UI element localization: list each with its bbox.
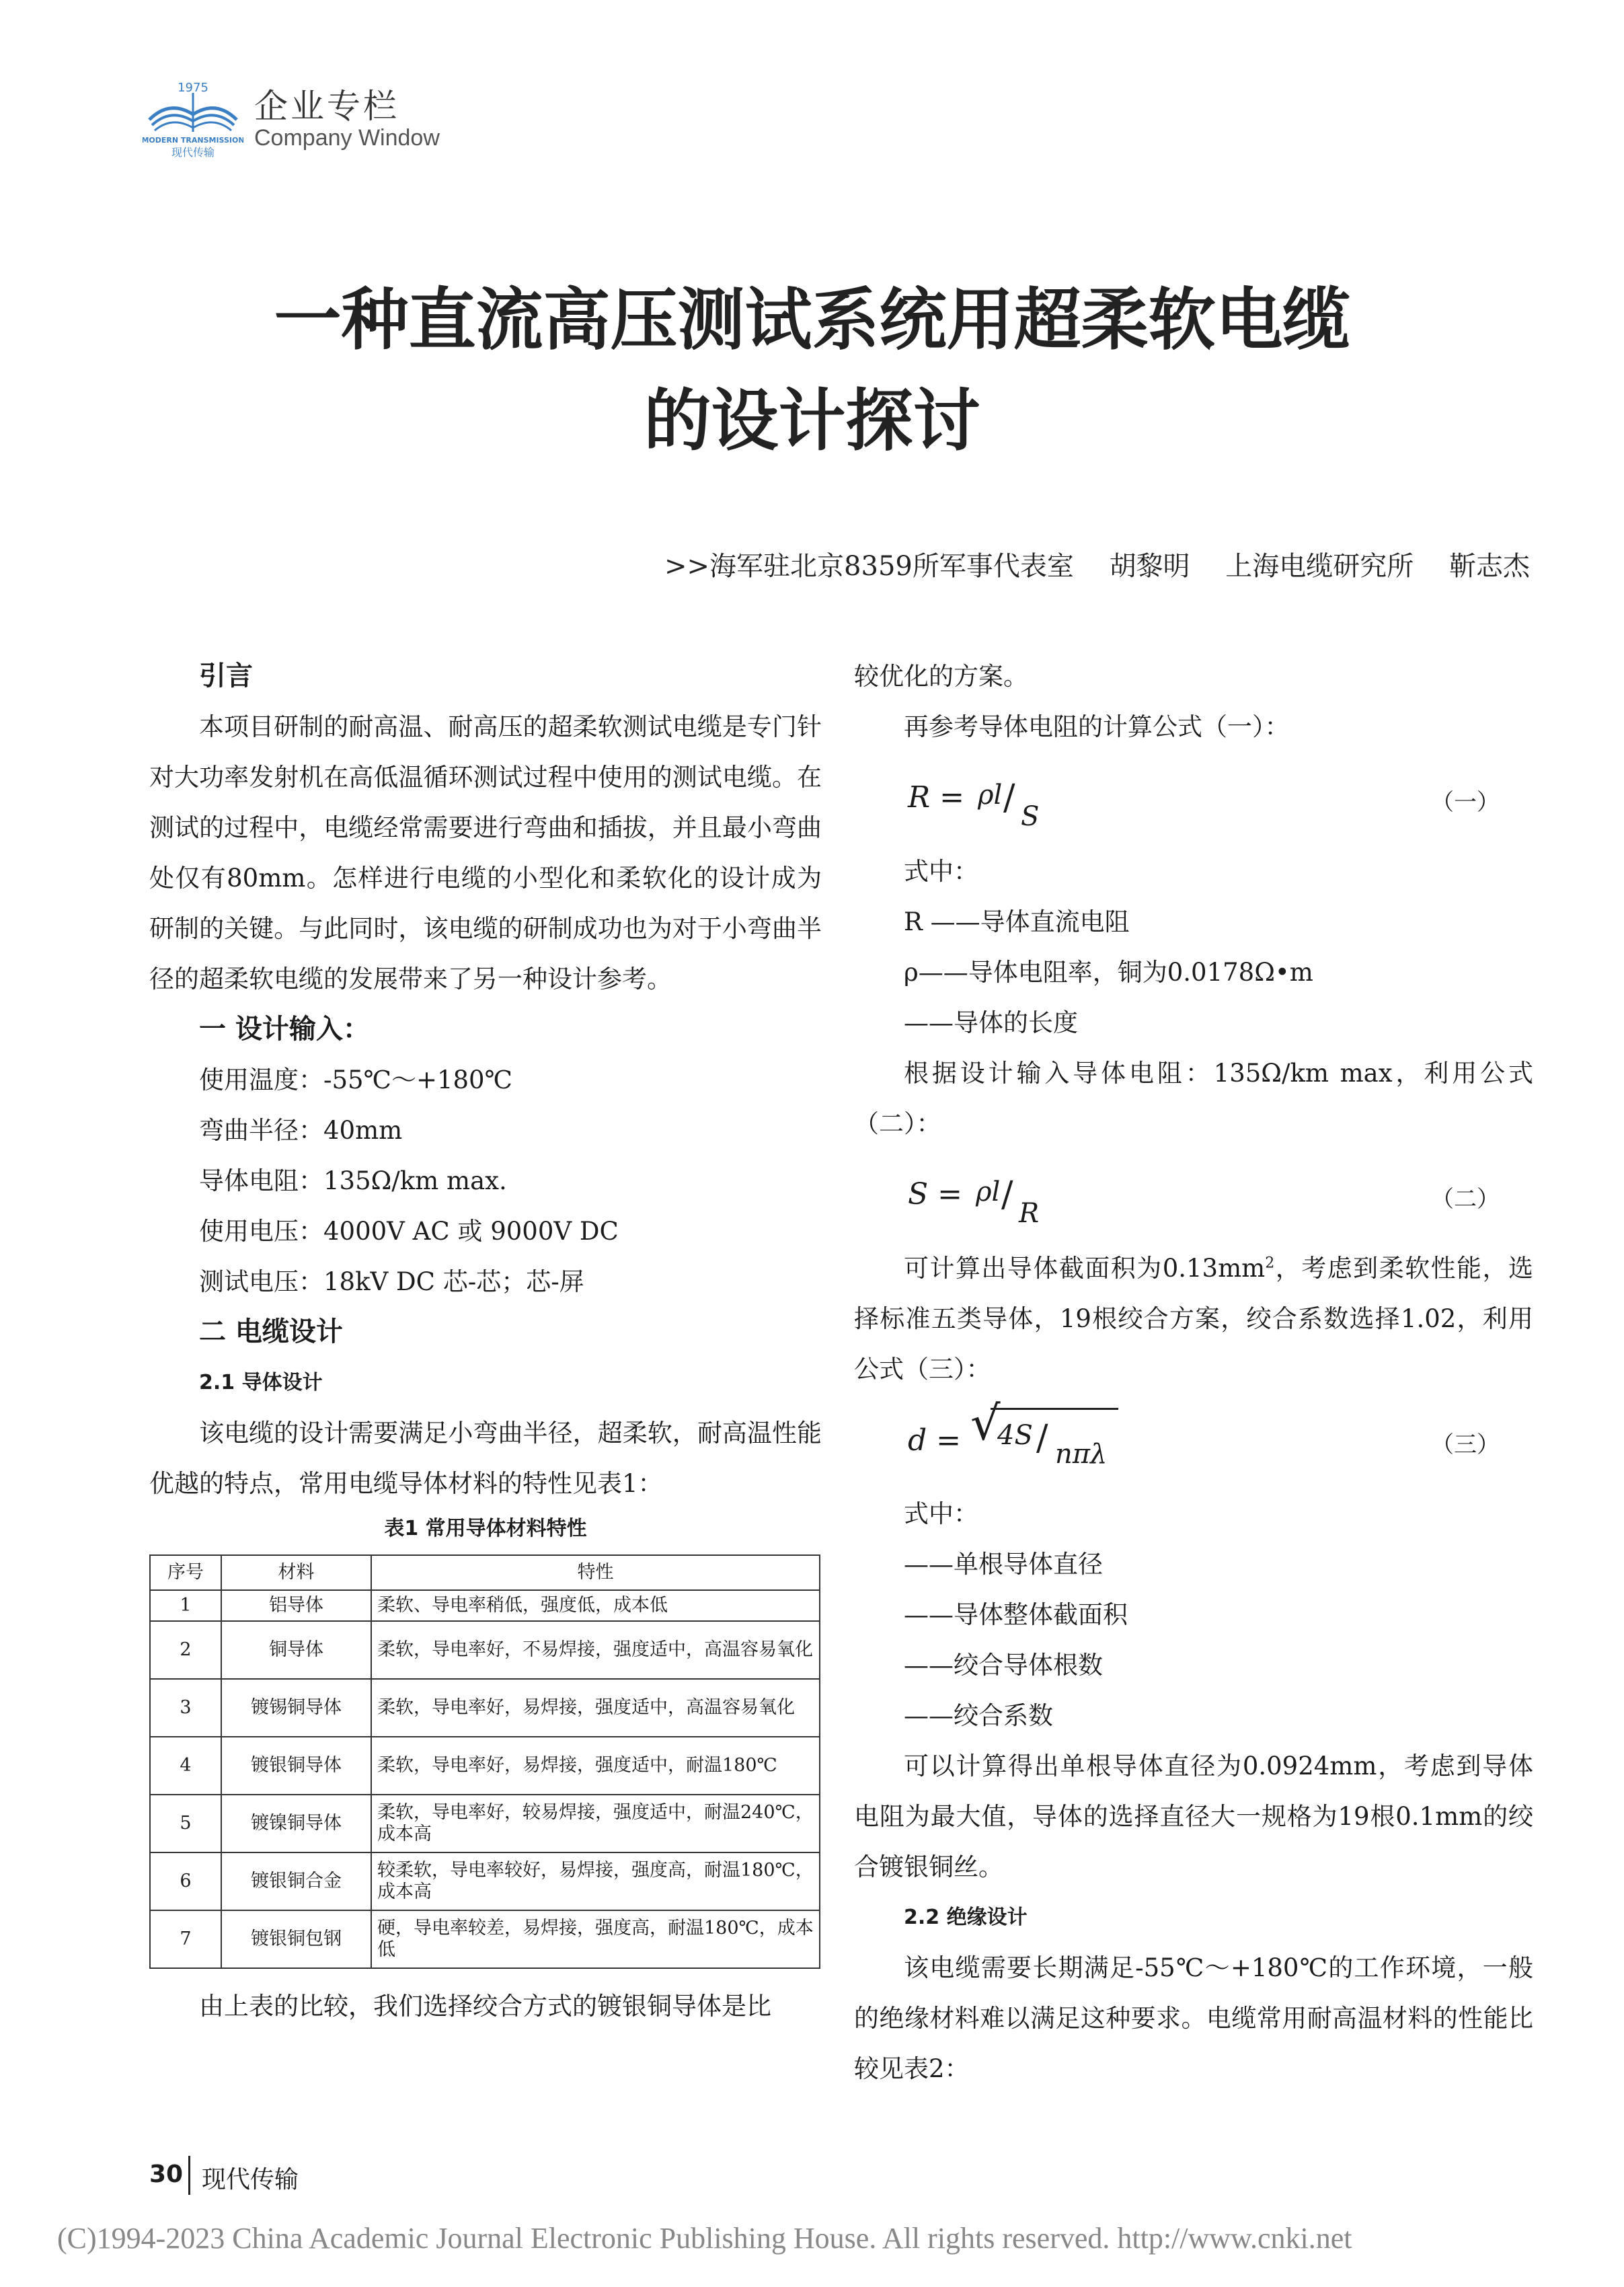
article-title-line2: 的设计探讨 xyxy=(644,381,980,460)
table-cell: 镀银铜合金 xyxy=(221,1852,371,1910)
table-header-cell: 材料 xyxy=(221,1555,371,1590)
formula-lhs: S = xyxy=(908,1177,962,1211)
byline-org1: 海军驻北京8359所军事代表室 xyxy=(709,551,1074,582)
table-row xyxy=(150,1910,820,1968)
fraction-slash: / xyxy=(1001,1174,1013,1215)
table-cell: 柔软，导电率好，易焊接，强度适中，高温容易氧化 xyxy=(371,1679,820,1737)
table-cell: 硬，导电率较差，易焊接，强度高，耐温180℃，成本低 xyxy=(371,1910,820,1968)
fraction-denominator: S xyxy=(1020,800,1040,832)
table-cell: 铝导体 xyxy=(221,1590,371,1621)
footer-divider xyxy=(188,2156,190,2195)
table-cell: 镀镍铜导体 xyxy=(221,1795,371,1852)
continued-paragraph: 较优化的方案。 xyxy=(854,662,1028,691)
section21-heading: 2.1 导体设计 xyxy=(199,1371,323,1394)
spec-item: 测试电压：18kV DC 芯-芯；芯-屏 xyxy=(199,1267,584,1296)
definition-item: ——导体整体截面积 xyxy=(904,1600,1128,1629)
spec-item: 使用电压：4000V AC 或 9000V DC xyxy=(199,1217,619,1246)
section-title-en: Company Window xyxy=(254,125,440,151)
journal-logo xyxy=(143,73,243,159)
fraction-denominator: R xyxy=(1019,1197,1040,1229)
table-row xyxy=(150,1679,820,1737)
section1-heading: 一 设计输入： xyxy=(199,1014,370,1045)
definition-item: ——导体的长度 xyxy=(904,1008,1078,1037)
spec-item: 使用温度：-55℃～+180℃ xyxy=(199,1065,512,1094)
formula-number: （三） xyxy=(1431,1431,1500,1458)
byline xyxy=(664,545,1530,583)
article-title-line1: 一种直流高压测试系统用超柔软电缆 xyxy=(274,280,1350,359)
left-column xyxy=(149,651,822,2031)
formula-lhs: d = xyxy=(908,1423,962,1458)
fraction-slash: / xyxy=(1036,1418,1048,1458)
sqrt-inner xyxy=(993,1415,1128,1470)
table-cell: 铜导体 xyxy=(221,1621,371,1679)
table-cell: 5 xyxy=(150,1795,221,1852)
sqrt-sign: √ xyxy=(970,1396,1001,1451)
definition-item: R ——导体直流电阻 xyxy=(904,907,1130,936)
area-paragraph xyxy=(854,1243,1533,1394)
formula-3 xyxy=(854,1396,1533,1482)
table-cell: 柔软，导电率好，易焊接，强度适中，耐温180℃ xyxy=(371,1737,820,1795)
table-cell: 1 xyxy=(150,1590,221,1621)
area-text-pre: 可计算出导体截面积为0.13mm xyxy=(904,1254,1266,1283)
table-cell: 柔软，导电率好，不易焊接，强度适中，高温容易氧化 xyxy=(371,1621,820,1679)
table-row xyxy=(150,1795,820,1852)
formula-1 xyxy=(854,759,1533,839)
intro-paragraph: 本项目研制的耐高温、耐高压的超柔软测试电缆是专门针对大功率发射机在高低温循环测试过程中使用的测试电缆。在测试的过程中，电缆经常需要进行弯曲和插拔，并且最小弯曲处仅有80mm。怎样进行电缆的小型化和柔软化的设计成为研制的关键。与此同时，该电缆的研制成功也为对于小弯曲半径的超柔软电缆的发展带来了另一种设计参考。 xyxy=(149,712,822,993)
formula-fraction xyxy=(974,777,1048,832)
fraction-denominator: nπλ xyxy=(1055,1439,1108,1470)
svg-text:MODERN TRANSMISSION: MODERN TRANSMISSION xyxy=(143,136,243,145)
byline-author2: 靳志杰 xyxy=(1449,551,1530,582)
formula-number: （二） xyxy=(1431,1186,1500,1213)
after-table-paragraph: 由上表的比较，我们选择绞合方式的镀银铜导体是比 xyxy=(199,1992,771,2021)
section21-paragraph: 该电缆的设计需要满足小弯曲半径，超柔软，耐高温性能优越的特点，常用电缆导体材料的特性见表1： xyxy=(149,1419,822,1498)
byline-org2: 上海电缆研究所 xyxy=(1225,551,1414,582)
fraction-numerator: 4S xyxy=(997,1420,1033,1451)
result-paragraph: 可以计算得出单根导体直径为0.0924mm，考虑到导体电阻为最大值，导体的选择直径大一规格为19根0.1mm的绞合镀银铜丝。 xyxy=(854,1752,1533,1881)
formula-2-expression xyxy=(908,1169,1046,1229)
page-number: 30 xyxy=(149,2161,184,2188)
table-header-row xyxy=(150,1555,820,1590)
fraction-numerator: ρl xyxy=(976,1176,1001,1207)
section2-heading: 二 电缆设计 xyxy=(199,1316,343,1347)
section22-heading: 2.2 绝缘设计 xyxy=(904,1906,1028,1929)
table-header-cell: 特性 xyxy=(371,1555,820,1590)
fraction-numerator: ρl xyxy=(977,779,1003,811)
section-title-cn: 企业专栏 xyxy=(254,87,399,126)
intro-heading: 引言 xyxy=(199,661,253,691)
table1 xyxy=(149,1554,820,1969)
byline-author1: 胡黎明 xyxy=(1109,551,1190,582)
where-label: 式中： xyxy=(904,1499,978,1528)
fraction-slash: / xyxy=(1003,777,1015,818)
table-cell: 镀银铜包钢 xyxy=(221,1910,371,1968)
where-label: 式中： xyxy=(904,857,978,886)
table-cell: 4 xyxy=(150,1737,221,1795)
formula1-intro: 再参考导体电阻的计算公式（一）： xyxy=(904,712,1290,741)
area-text-post: ，考虑到柔软性能，选择标准五类导体，19根绞合方案，绞合系数选择1.02，利用公式（三）： xyxy=(854,1254,1533,1384)
table-row xyxy=(150,1737,820,1795)
formula-number: （一） xyxy=(1431,789,1500,816)
table-row xyxy=(150,1621,820,1679)
table-cell: 柔软，导电率好，较易焊接，强度适中，耐温240℃，成本高 xyxy=(371,1795,820,1852)
byline-prefix: >> xyxy=(664,551,710,582)
formula-lhs: R = xyxy=(908,780,964,815)
spec-item: 导体电阻：135Ω/km max. xyxy=(199,1166,507,1195)
right-column xyxy=(854,651,1533,2094)
table-cell: 3 xyxy=(150,1679,221,1737)
section22-paragraph: 该电缆需要长期满足-55℃～+180℃的工作环境，一般的绝缘材料难以满足这种要求。电缆常用耐高温材料的性能比较见表2： xyxy=(854,1953,1533,2083)
journal-name: 现代传输 xyxy=(202,2166,299,2194)
table-header-cell: 序号 xyxy=(150,1555,221,1590)
table-cell: 7 xyxy=(150,1910,221,1968)
sqrt-bar xyxy=(991,1408,1118,1410)
table-cell: 6 xyxy=(150,1852,221,1910)
formula-1-expression xyxy=(908,772,1048,832)
formula-3-expression xyxy=(908,1396,1128,1470)
formula-fraction xyxy=(972,1174,1046,1229)
table-cell: 柔软、导电率稍低，强度低，成本低 xyxy=(371,1590,820,1621)
area-superscript: 2 xyxy=(1265,1254,1275,1272)
svg-text:现代传输: 现代传输 xyxy=(171,146,215,159)
definition-item: ——单根导体直径 xyxy=(904,1550,1103,1579)
definition-item: ——绞合系数 xyxy=(904,1701,1053,1730)
table-cell: 2 xyxy=(150,1621,221,1679)
table-cell: 镀银铜导体 xyxy=(221,1737,371,1795)
definition-item: ——绞合导体根数 xyxy=(904,1651,1103,1680)
svg-text:1975: 1975 xyxy=(178,81,208,95)
formula-2 xyxy=(854,1156,1533,1236)
copyright-notice: (C)1994-2023 China Academic Journal Electronic Publishing House. All rights reserved. http://www.cnki.net xyxy=(57,2222,1352,2255)
table-row xyxy=(150,1590,820,1621)
table-cell: 镀锡铜导体 xyxy=(221,1679,371,1737)
table-row xyxy=(150,1852,820,1910)
calc-paragraph: 根据设计输入导体电阻：135Ω/km max，利用公式（二）： xyxy=(854,1059,1533,1138)
spec-item: 弯曲半径：40mm xyxy=(199,1116,403,1145)
table1-caption: 表1 常用导体材料特性 xyxy=(384,1517,587,1540)
definition-item: ρ——导体电阻率，铜为0.0178Ω•m xyxy=(904,958,1313,987)
table-cell: 较柔软，导电率较好，易焊接，强度高，耐温180℃，成本高 xyxy=(371,1852,820,1910)
formula-sqrt xyxy=(970,1396,1128,1470)
